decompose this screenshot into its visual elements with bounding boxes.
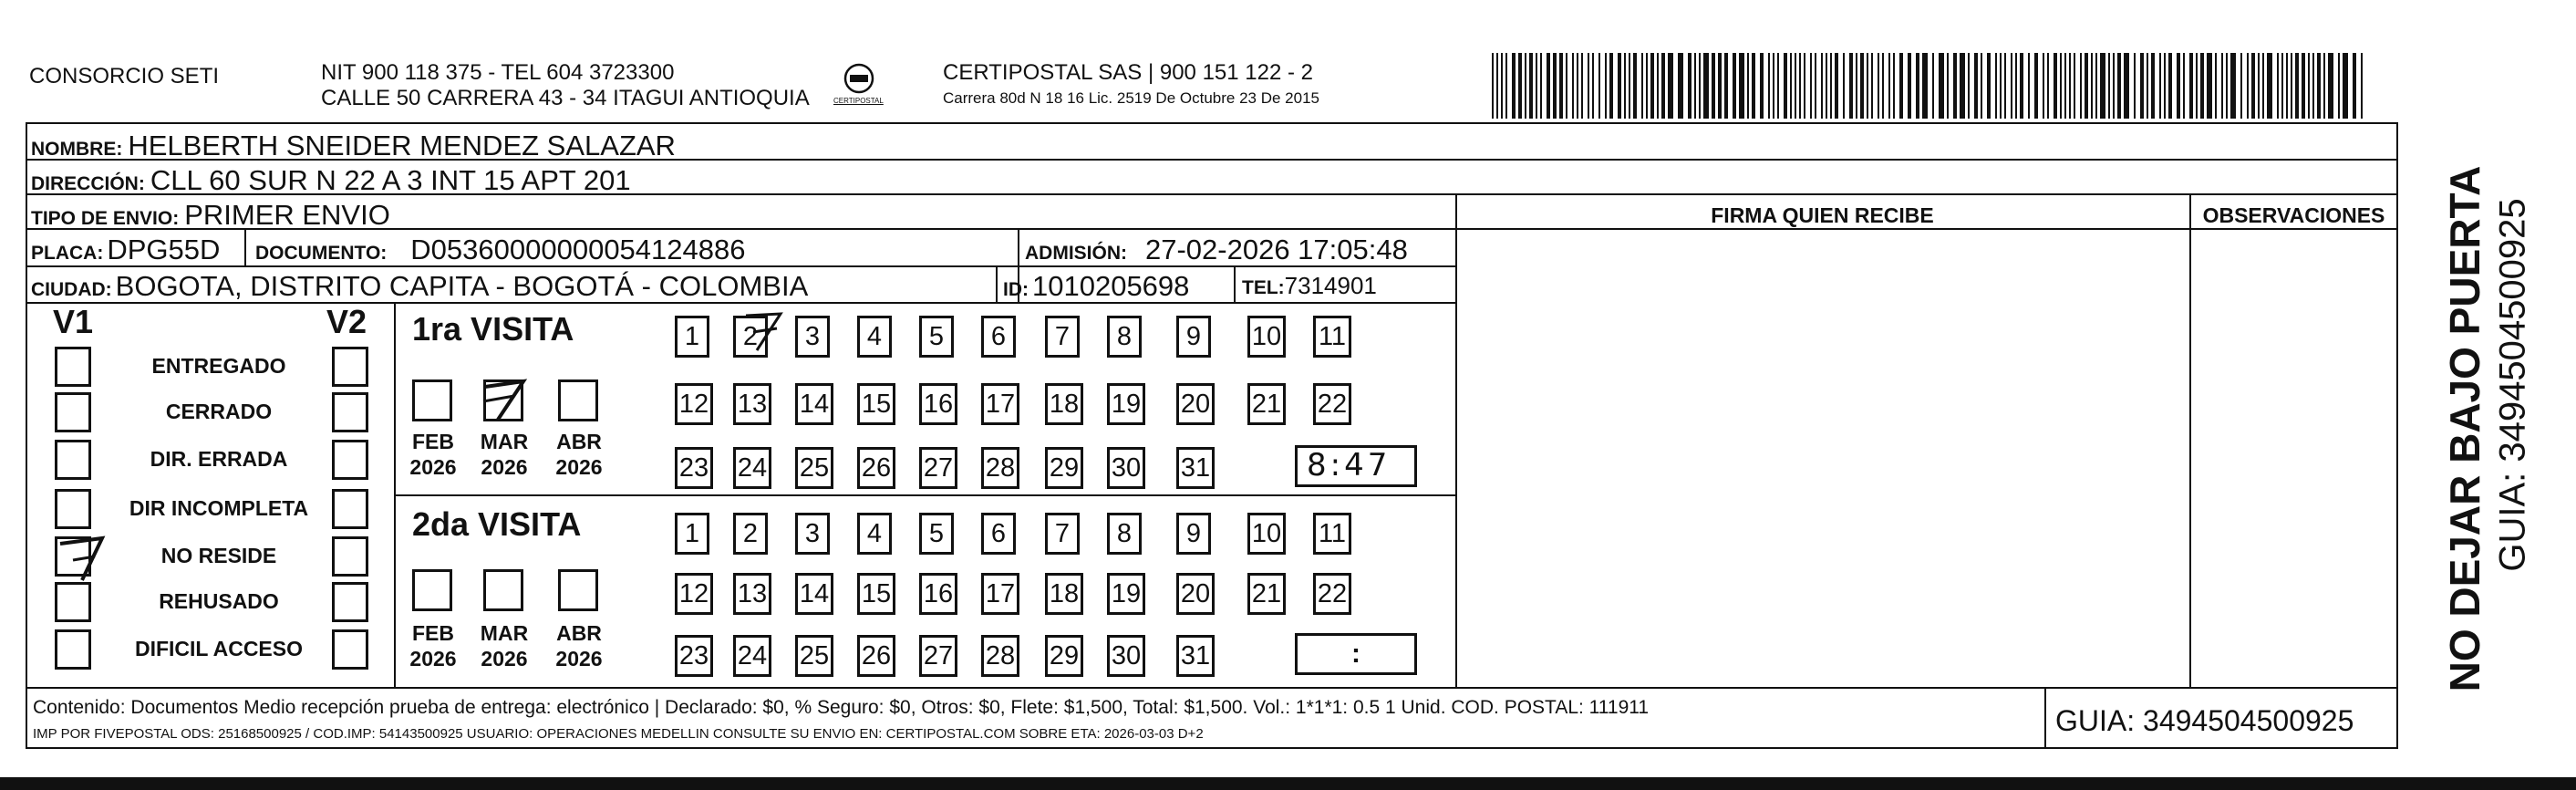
city-label: CIUDAD:	[31, 279, 112, 300]
day-cell[interactable]: 15	[857, 573, 895, 615]
day-cell[interactable]: 26	[857, 447, 895, 489]
day-cell[interactable]: 9	[1176, 316, 1211, 358]
day-cell[interactable]: 24	[733, 635, 771, 677]
status-label: NO RESIDE	[160, 544, 277, 567]
day-cell[interactable]: 28	[981, 447, 1019, 489]
admission-value: 27-02-2026 17:05:48	[1145, 234, 1408, 265]
visit2-month-abr: ABR	[556, 621, 602, 645]
day-cell[interactable]: 9	[1176, 513, 1211, 555]
day-cell[interactable]: 25	[795, 447, 833, 489]
day-cell[interactable]: 29	[1045, 635, 1083, 677]
day-cell[interactable]: 22	[1313, 383, 1351, 425]
nit-line: NIT 900 118 375 - TEL 604 3723300	[321, 60, 675, 85]
day-cell[interactable]: 26	[857, 635, 895, 677]
barcode	[1492, 53, 2365, 119]
recipient-name: HELBERTH SNEIDER MENDEZ SALAZAR	[128, 130, 676, 161]
day-cell[interactable]: 12	[675, 573, 713, 615]
day-cell[interactable]: 22	[1313, 573, 1351, 615]
tel-value: 7314901	[1284, 272, 1377, 299]
v2-checkbox[interactable]	[332, 440, 368, 480]
scan-edge	[0, 777, 2576, 790]
visit2-feb-checkbox[interactable]	[412, 569, 452, 611]
day-cell[interactable]: 3	[795, 316, 830, 358]
day-cell[interactable]: 10	[1247, 513, 1286, 555]
company-name: CONSORCIO SETI	[29, 64, 220, 88]
v1-label: V1	[53, 303, 94, 340]
day-cell[interactable]: 6	[981, 316, 1016, 358]
visit1-time-field[interactable]	[1295, 445, 1417, 487]
visit1-title: 1ra VISITA	[412, 310, 574, 348]
shipment-type: PRIMER ENVIO	[184, 199, 390, 231]
status-label: DIR INCOMPLETA	[129, 496, 309, 520]
v2-checkbox[interactable]	[332, 489, 368, 529]
day-cell[interactable]: 5	[919, 316, 954, 358]
day-cell[interactable]: 30	[1107, 635, 1145, 677]
day-cell[interactable]: 17	[981, 383, 1019, 425]
footer-content: Contenido: Documentos Medio recepción prueba de entrega: electrónico | Declarado: $0, % Seguro: $0, Otros: $0, Flete: $1,500, Total: $1,500. Vol.: 1*1*1: 0.5 1 Unid. COD. POSTAL: 111911	[33, 697, 1650, 718]
visit1-month-mar: MAR	[480, 430, 529, 453]
visit2-month-feb: FEB	[412, 621, 454, 645]
carrier-line: CERTIPOSTAL SAS | 900 151 122 - 2	[943, 60, 1313, 85]
document-value: D05360000000054124886	[410, 234, 746, 265]
day-cell[interactable]: 31	[1176, 635, 1215, 677]
day-cell[interactable]: 20	[1176, 383, 1215, 425]
status-label: DIFICIL ACCESO	[134, 637, 303, 660]
day-cell[interactable]: 24	[733, 447, 771, 489]
day-cell[interactable]: 15	[857, 383, 895, 425]
day-cell[interactable]: 12	[675, 383, 713, 425]
day-cell[interactable]: 21	[1247, 573, 1286, 615]
day-cell[interactable]: 13	[733, 573, 771, 615]
v2-checkbox[interactable]	[332, 582, 368, 622]
day-cell[interactable]: 16	[919, 573, 957, 615]
day-cell[interactable]: 21	[1247, 383, 1286, 425]
v1-checkbox[interactable]	[55, 347, 91, 387]
day-cell[interactable]: 4	[857, 316, 892, 358]
logo-text: CERTIPOSTAL	[833, 97, 884, 105]
day-cell[interactable]: 19	[1107, 383, 1145, 425]
visit1-month-abr: ABR	[556, 430, 602, 453]
visit2-title: 2da VISITA	[412, 505, 582, 543]
day-cell[interactable]: 25	[795, 635, 833, 677]
v2-checkbox[interactable]	[332, 347, 368, 387]
day-cell[interactable]: 17	[981, 573, 1019, 615]
day-cell[interactable]: 6	[981, 513, 1016, 555]
status-label: REHUSADO	[159, 589, 279, 613]
v2-checkbox[interactable]	[332, 536, 368, 577]
day-cell[interactable]: 27	[919, 447, 957, 489]
id-label: ID:	[1003, 279, 1029, 300]
v1-checkbox[interactable]	[55, 629, 91, 670]
no-reside-checkmark	[57, 535, 109, 582]
v1-checkbox[interactable]	[55, 440, 91, 480]
v2-checkbox[interactable]	[332, 392, 368, 432]
day-cell[interactable]: 16	[919, 383, 957, 425]
day-cell[interactable]: 23	[675, 447, 713, 489]
visit1-abr-checkbox[interactable]	[558, 379, 598, 421]
footer-imp: IMP POR FIVEPOSTAL ODS: 25168500925 / COD.IMP: 54143500925 USUARIO: OPERACIONES MEDELLIN CONSULTE SU ENVIO EN: CERTIPOSTAL.COM SOBRE ETA: 2026-03-03 D+2	[33, 726, 1204, 742]
visit1-feb-checkbox[interactable]	[412, 379, 452, 421]
document-label: DOCUMENTO:	[255, 243, 388, 264]
day-cell[interactable]: 20	[1176, 573, 1215, 615]
day-cell[interactable]: 2	[733, 513, 768, 555]
day-cell[interactable]: 11	[1313, 316, 1351, 358]
visit1-year-mar: 2026	[481, 455, 528, 479]
visit2-abr-checkbox[interactable]	[558, 569, 598, 611]
recipient-address: CLL 60 SUR N 22 A 3 INT 15 APT 201	[150, 164, 631, 196]
day-cell[interactable]: 31	[1176, 447, 1215, 489]
day-cell[interactable]: 7	[1045, 316, 1080, 358]
admission-label: ADMISIÓN:	[1025, 243, 1127, 264]
day-cell[interactable]: 5	[919, 513, 954, 555]
id-value: 1010205698	[1032, 270, 1190, 302]
day-cell[interactable]: 27	[919, 635, 957, 677]
day-cell[interactable]: 1	[675, 316, 709, 358]
license-line: Carrera 80d N 18 16 Lic. 2519 De Octubre 23 De 2015	[943, 89, 1319, 107]
city-value: BOGOTA, DISTRITO CAPITA - BOGOTÁ - COLOMBIA	[115, 270, 809, 302]
status-label: CERRADO	[165, 400, 273, 423]
day-cell[interactable]: 28	[981, 635, 1019, 677]
v1-checkbox[interactable]	[55, 489, 91, 529]
side-warning: NO DEJAR BAJO PUERTA	[2441, 165, 2488, 692]
status-label: ENTREGADO	[151, 354, 286, 378]
observations-header: OBSERVACIONES	[2202, 203, 2385, 227]
day-cell[interactable]: 2	[733, 316, 768, 358]
type-label: TIPO DE ENVIO:	[31, 208, 180, 229]
visit2-time-field[interactable]: :	[1295, 633, 1417, 675]
signature-header: FIRMA QUIEN RECIBE	[1711, 203, 1934, 227]
address-label: DIRECCIÓN:	[31, 173, 145, 194]
day-cell[interactable]: 8	[1107, 513, 1142, 555]
day-cell[interactable]: 30	[1107, 447, 1145, 489]
visit1-month-feb: FEB	[412, 430, 454, 453]
status-label: DIR. ERRADA	[150, 447, 288, 471]
visit2-year-feb: 2026	[409, 647, 457, 670]
tel-label: TEL:	[1242, 277, 1285, 298]
day-cell[interactable]: 4	[857, 513, 892, 555]
plate-label: PLACA:	[31, 243, 104, 264]
footer-guia: GUIA: 3494504500925	[2055, 704, 2354, 737]
visit1-year-feb: 2026	[409, 455, 457, 479]
visit1-mar-checkmark	[478, 374, 533, 423]
plate-value: DPG55D	[107, 234, 221, 265]
day-cell[interactable]: 3	[795, 513, 830, 555]
day-cell[interactable]: 14	[795, 573, 833, 615]
side-guia: GUIA: 3494504500925	[2492, 198, 2533, 572]
day-cell[interactable]: 1	[675, 513, 709, 555]
name-label: NOMBRE:	[31, 139, 123, 160]
visit1-time: 8:47	[1307, 447, 1391, 483]
v2-label: V2	[326, 303, 367, 340]
day-cell[interactable]: 7	[1045, 513, 1080, 555]
certipostal-logo-icon	[841, 62, 877, 99]
day-cell[interactable]: 23	[675, 635, 713, 677]
day-cell[interactable]: 18	[1045, 573, 1083, 615]
v1-checkbox[interactable]	[55, 392, 91, 432]
day-cell[interactable]: 8	[1107, 316, 1142, 358]
v2-checkbox[interactable]	[332, 629, 368, 670]
v1-checkbox[interactable]	[55, 582, 91, 622]
day-cell[interactable]: 13	[733, 383, 771, 425]
day-cell[interactable]: 19	[1107, 573, 1145, 615]
day-cell[interactable]: 11	[1313, 513, 1351, 555]
day-cell[interactable]: 29	[1045, 447, 1083, 489]
day-cell[interactable]: 14	[795, 383, 833, 425]
visit2-year-mar: 2026	[481, 647, 528, 670]
visit1-year-abr: 2026	[555, 455, 603, 479]
visit2-year-abr: 2026	[555, 647, 603, 670]
day-cell[interactable]: 10	[1247, 316, 1286, 358]
day-cell[interactable]: 18	[1045, 383, 1083, 425]
visit2-month-mar: MAR	[480, 621, 529, 645]
visit2-mar-checkbox[interactable]	[483, 569, 523, 611]
address-line: CALLE 50 CARRERA 43 - 34 ITAGUI ANTIOQUIA	[321, 86, 810, 110]
